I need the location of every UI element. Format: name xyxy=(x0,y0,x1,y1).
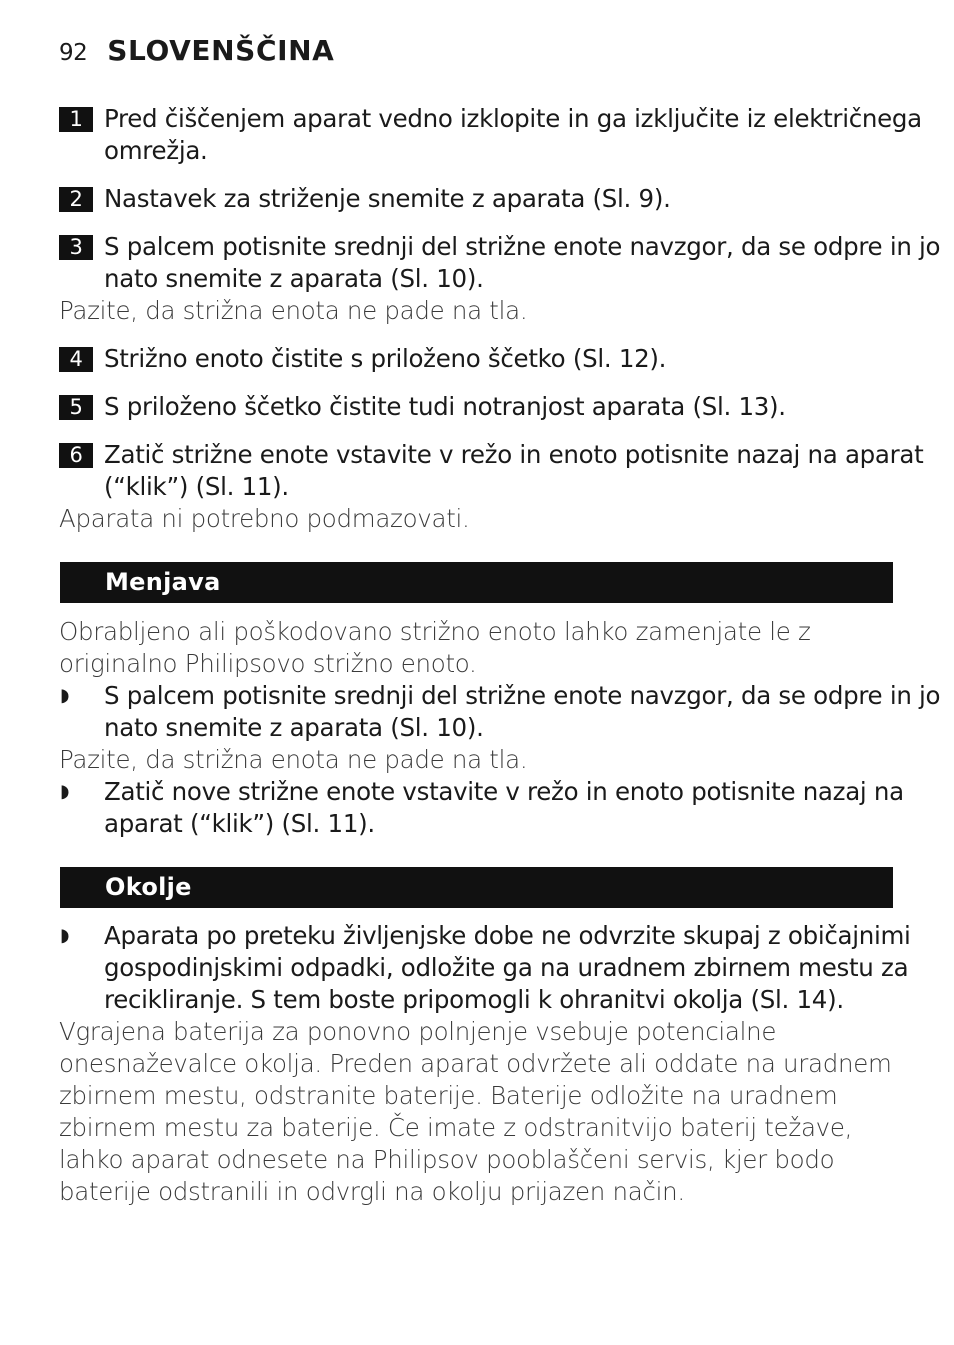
step-number-2: 2 xyxy=(59,187,93,212)
step-number-3: 3 xyxy=(59,235,93,260)
note-no-lubrication: Aparata ni potrebno podmazovati. xyxy=(59,504,470,533)
step-4 xyxy=(59,343,944,375)
page-number: 92 xyxy=(59,40,88,66)
step-text-2: Nastavek za striženje snemite z aparata (Sl. 9). xyxy=(104,184,671,213)
step-6 xyxy=(59,439,944,503)
step-text-1: Pred čiščenjem aparat vedno izklopite in ga izključite iz električnega omrežja. xyxy=(104,104,922,165)
step-text-4: Strižno enoto čistite s priloženo ščetko (Sl. 12). xyxy=(104,344,667,373)
note-do-not-drop: Pazite, da strižna enota ne pade na tla. xyxy=(59,296,528,325)
step-2 xyxy=(59,183,944,215)
menjava-bullet-2-text: Zatič nove strižne enote vstavite v režo in enoto potisnite nazaj na aparat (“klik”) (Sl. 11). xyxy=(104,777,904,838)
step-1 xyxy=(59,103,944,167)
step-number-1: 1 xyxy=(59,107,93,132)
page-title: SLOVENŠČINA xyxy=(107,34,335,67)
step-text-6: Zatič strižne enote vstavite v režo in enoto potisnite nazaj na aparat (“klik”) (Sl. 11). xyxy=(104,440,924,501)
section-heading-menjava: Menjava xyxy=(60,562,893,603)
step-number-6: 6 xyxy=(59,443,93,468)
menjava-note: Pazite, da strižna enota ne pade na tla. xyxy=(59,745,528,774)
step-5 xyxy=(59,391,944,423)
bullet-icon: ◗ xyxy=(60,781,70,802)
step-3 xyxy=(59,231,944,295)
step-number-4: 4 xyxy=(59,347,93,372)
bullet-icon: ◗ xyxy=(60,925,70,946)
menjava-intro: Obrabljeno ali poškodovano strižno enoto lahko zamenjate le z originalno Philipsovo strižno enoto. xyxy=(59,617,811,678)
okolje-body: Vgrajena baterija za ponovno polnjenje vsebuje potencialne onesnaževalce okolja. Preden aparat odvržete ali oddate na uradnem zbirnem mestu, odstranite baterije. Baterije odložite na uradnem zbirnem mestu za baterije. Če imate z odstranitvijo baterij težave, lahko aparat odnesete na Philipsov pooblaščeni servis, kjer bodo baterije odstranili in odvrgli na okolju prijazen način. xyxy=(59,1017,892,1206)
menjava-bullet-2 xyxy=(59,776,944,840)
bullet-icon: ◗ xyxy=(60,685,70,706)
menjava-bullet-1-text: S palcem potisnite srednji del strižne enote navzgor, da se odpre in jo nato snemite z aparata (Sl. 10). xyxy=(104,681,941,742)
step-text-3: S palcem potisnite srednji del strižne enote navzgor, da se odpre in jo nato snemite z aparata (Sl. 10). xyxy=(104,232,941,293)
step-number-5: 5 xyxy=(59,395,93,420)
menjava-bullet-1 xyxy=(59,680,944,744)
step-text-5: S priloženo ščetko čistite tudi notranjost aparata (Sl. 13). xyxy=(104,392,786,421)
okolje-bullet-1 xyxy=(59,920,944,1016)
section-heading-okolje: Okolje xyxy=(60,867,893,908)
page-header xyxy=(59,34,334,74)
okolje-bullet-1-text: Aparata po preteku življenjske dobe ne odvrzite skupaj z običajnimi gospodinjskimi odpadki, odložite ga na uradnem zbirnem mestu za recikliranje. S tem boste pripomogli k ohranitvi okolja (Sl. 14). xyxy=(104,921,911,1014)
